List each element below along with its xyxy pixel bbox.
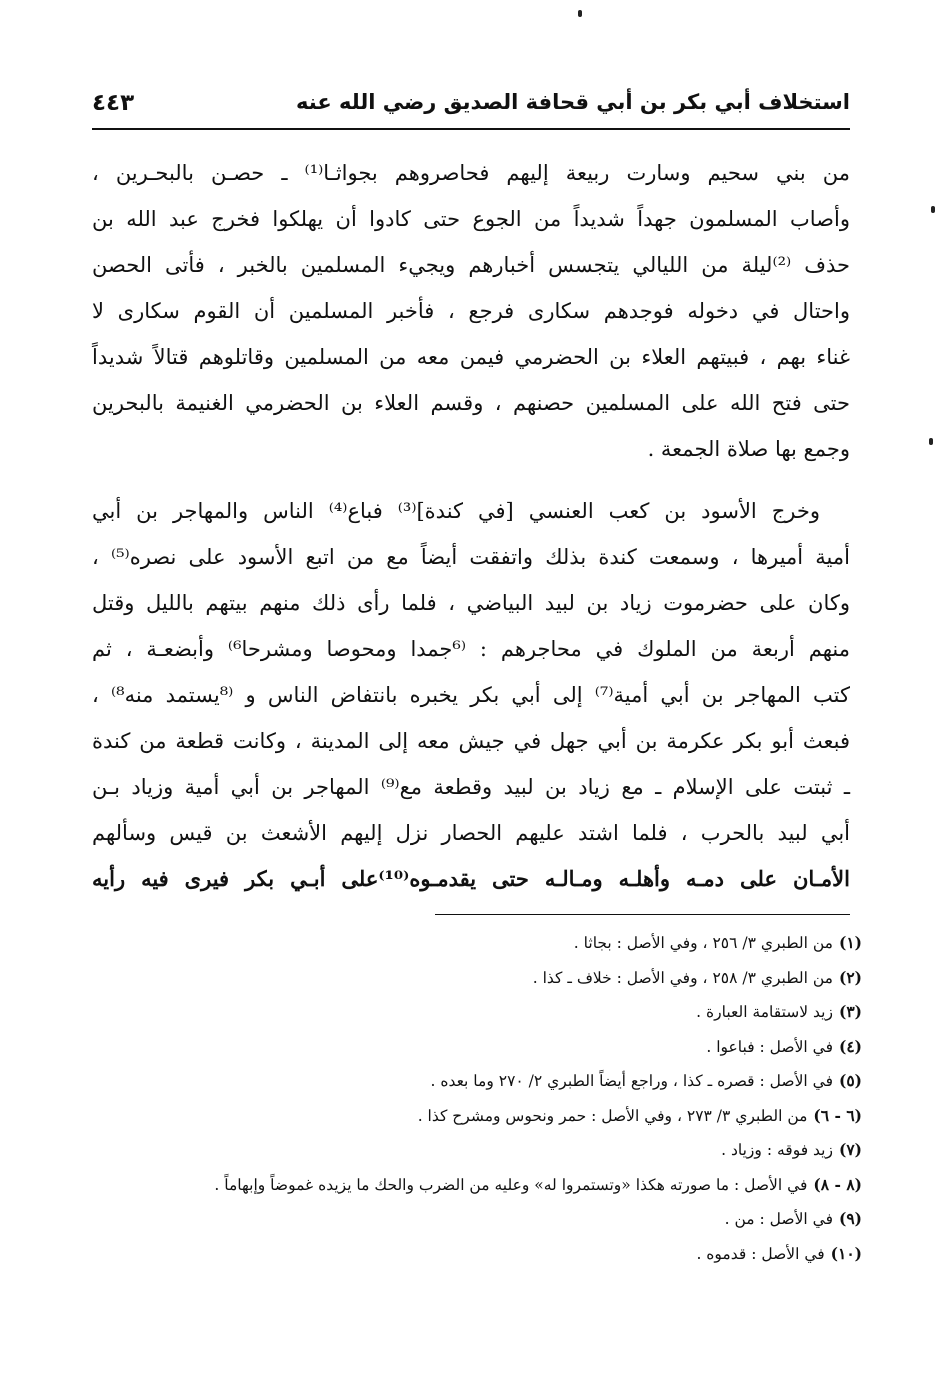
footnote-text: من الطبري ٣/ ٢٥٨ ، وفي الأصل : خلاف ـ كذا . xyxy=(532,968,833,987)
footnote-text: من الطبري ٣/ ٢٥٦ ، وفي الأصل : بجاثا . xyxy=(573,934,833,952)
text-line: فبعث أبو بكر عكرمة بن أبي جهل في جيش معه إلى المدينة ، وكانت قطعة من كندة xyxy=(92,729,850,753)
footnote-number: (٦ - ٦) xyxy=(813,1105,862,1125)
footnote xyxy=(92,1133,862,1168)
footnote-number: (٤) xyxy=(838,1036,862,1056)
text-line: من بني سحيم وسارت ربيعة إليهم فحاصروهم بجواثـا⁽¹⁾ ـ حصـن بالبحـرين ، xyxy=(92,161,850,185)
footnote-number: (١٠) xyxy=(830,1243,862,1263)
scan-speck xyxy=(929,438,933,445)
paragraph-2 xyxy=(92,488,850,902)
footnote-number: (١) xyxy=(838,933,862,952)
footnote-separator xyxy=(435,914,850,915)
text-line: وخرج الأسود بن كعب العنسي [في كندة]⁽³⁾ فباع⁽⁴⁾ الناس والمهاجر بن أبي xyxy=(92,499,821,523)
footnote-number: (٥) xyxy=(838,1071,862,1090)
footnote-number: (٨ - ٨) xyxy=(813,1174,862,1194)
footnote-text: من الطبري ٣/ ٢٧٣ ، وفي الأصل : حمر ونحوس ومشرح كذا . xyxy=(417,1106,808,1125)
text-line: واحتال في دخوله فوجدهم سكارى فرجع ، فأخبر المسلمين أن القوم سكارى لا xyxy=(92,299,850,323)
text-line: أبي لبيد بالحرب ، فلما اشتد عليهم الحصار نزل إليهم الأشعث بن قيس وسألهم xyxy=(92,821,850,845)
footnote-text: في الأصل : قدموه . xyxy=(696,1244,825,1263)
running-title: استخلاف أبي بكر بن أبي قحافة الصديق رضي الله عنه xyxy=(296,90,850,114)
scan-speck xyxy=(931,206,935,213)
text-line: منهم أربعة من الملوك في محاجرهم : ⁽⁶جمدا ومحوصا ومشرحا⁶⁾ وأبضعـة ، ثم xyxy=(92,637,850,661)
footnote xyxy=(92,961,862,996)
text-line: كتب المهاجر بن أبي أمية⁽⁷⁾ إلى أبي بكر يخبره بانتفاض الناس و ⁽⁸يستمد منه⁸⁾ ، xyxy=(92,683,850,707)
footnote-number: (٢) xyxy=(838,967,862,987)
footnote xyxy=(92,995,862,1030)
footnote xyxy=(92,1099,862,1134)
main-text xyxy=(92,150,850,902)
scan-speck xyxy=(578,10,582,17)
footnote-text: في الأصل : من . xyxy=(724,1210,833,1228)
text-line: الأمـان على دمـه وأهلـه ومـالـه حتى يقدمـوه⁽¹⁰⁾على أبـي بكر فيرى فيه رأيه xyxy=(92,866,850,891)
text-line: ـ ثبتت على الإسلام ـ مع زياد بن لبيد وقطعة مع⁽⁹⁾ المهاجر بن أبي أمية وزياد بـن xyxy=(92,775,850,799)
footnote-text: في الأصل : فباعوا . xyxy=(706,1037,833,1056)
page-number: ٤٤٣ xyxy=(92,90,135,116)
text-line: حذف ⁽²⁾ليلة من الليالي يتجسس أخبارهم ويجيء المسلمين بالخبر ، فأتى الحصن xyxy=(92,253,850,277)
paragraph-1 xyxy=(92,150,850,472)
footnote-text: زيد فوقه : وزياد . xyxy=(721,1141,833,1159)
page-header xyxy=(92,84,850,130)
footnote xyxy=(92,1030,862,1065)
footnote xyxy=(92,1202,862,1237)
text-line: غناء بهم ، فبيتهم العلاء بن الحضرمي فيمن معه من المسلمين وقاتلوهم قتالاً شديداً xyxy=(92,345,850,369)
text-line: حتى فتح الله على المسلمين حصنهم ، وقسم العلاء بن الحضرمي الغنيمة بالبحرين xyxy=(92,391,850,415)
text-line: وجمع بها صلاة الجمعة . xyxy=(647,437,850,461)
footnote-text: في الأصل : ما صورته هكذا «وتستمروا له» وعليه من الضرب والحك ما يزيده غموضاً وإبهاماً . xyxy=(214,1175,808,1194)
text-line: وأصاب المسلمون جهداً شديداً من الجوع حتى كادوا أن يهلكوا فخرج عبد الله بن xyxy=(92,207,850,231)
footnote-text: في الأصل : قصره ـ كذا ، وراجع أيضاً الطبري ٢/ ٢٧٠ وما بعده . xyxy=(430,1072,833,1090)
footnote-number: (٧) xyxy=(838,1140,862,1159)
text-line: وكان على حضرموت زياد بن لبيد البياضي ، فلما رأى ذلك منهم بيتهم بالليل وقتل xyxy=(92,591,850,615)
text-line: أمية أميرها ، وسمعت كندة بذلك واتفقت أيضاً مع من اتبع الأسود على نصره⁽⁵⁾ ، xyxy=(92,545,850,569)
footnote xyxy=(92,926,862,961)
footnote xyxy=(92,1064,862,1099)
footnote-number: (٩) xyxy=(838,1209,862,1228)
footnotes xyxy=(92,926,862,1271)
footnote-number: (٣) xyxy=(838,1002,862,1021)
footnote xyxy=(92,1237,862,1272)
footnote xyxy=(92,1168,862,1203)
footnote-text: زيد لاستقامة العبارة . xyxy=(696,1003,833,1021)
